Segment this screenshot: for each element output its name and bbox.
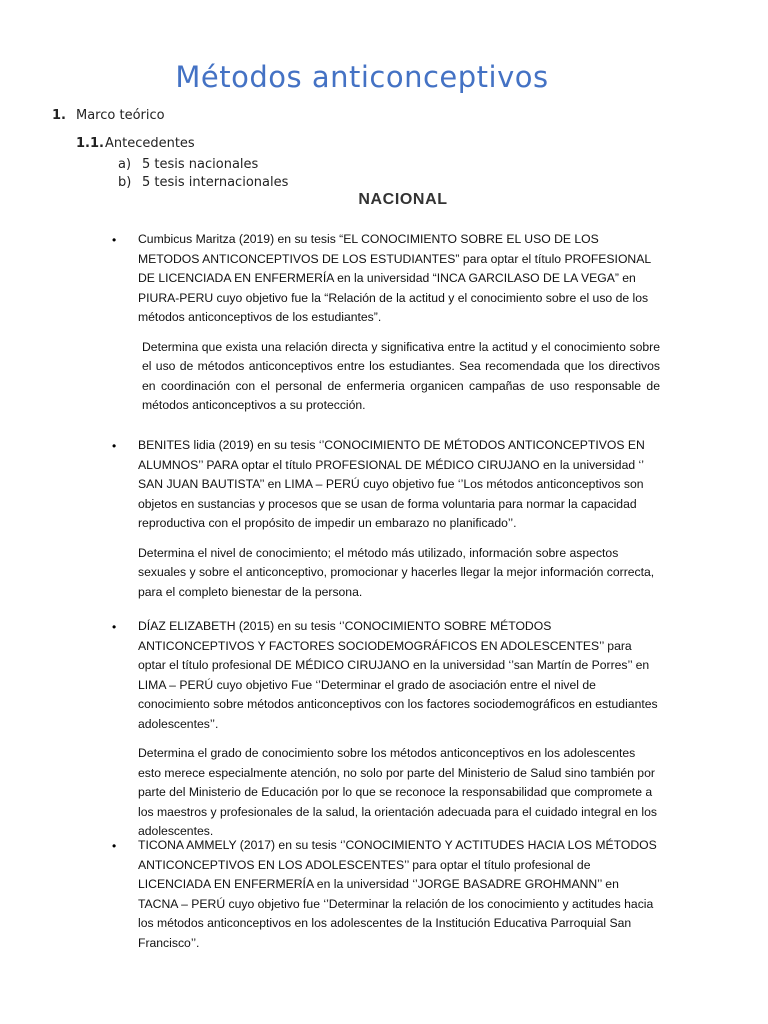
toc-letter: a) [118, 157, 132, 172]
thesis-entry [112, 436, 660, 602]
bullet-icon: • [112, 620, 117, 634]
document-title: Métodos anticonceptivos [175, 60, 549, 94]
thesis-entry [112, 836, 660, 953]
toc-item-tesis-internacionales [118, 175, 288, 190]
thesis-summary: DÍAZ ELIZABETH (2015) en su tesis ‘’CONOCIMIENTO SOBRE MÉTODOS ANTICONCEPTIVOS Y FACTORES SOCIODEMOGRÁFICOS EN ADOLESCENTES’’ para optar el título profesional DE MÉDICO CIRUJANO en la universidad ‘’san Martín de Porres’’ en LIMA – PERÚ cuyo objetivo Fue ‘’Determinar el grado de asociación entre el nivel de conocimiento sobre métodos anticonceptivos con los factores sociodemográficos en estudiantes adolescentes’’. [138, 619, 658, 731]
thesis-conclusion: Determina que exista una relación directa y significativa entre la actitud y el conocimiento sobre el uso de métodos anticonceptivos entre los estudiantes. Sea recomendada que los directivos en coordinación con el personal de enfermeria organicen campañas de uso responsable de métodos anticonceptivos a su protección. [142, 339, 660, 412]
toc-number: 1.1. [76, 136, 104, 151]
toc-number: 1. [52, 108, 66, 123]
toc-item-antecedentes [76, 136, 195, 151]
bullet-icon: • [112, 839, 117, 853]
thesis-entry [112, 617, 660, 842]
thesis-entry [112, 230, 660, 416]
toc-label: 5 tesis nacionales [142, 157, 259, 172]
toc-label: Antecedentes [104, 136, 195, 151]
thesis-summary: Cumbicus Maritza (2019) en su tesis “EL CONOCIMIENTO SOBRE EL USO DE LOS METODOS ANTICONCEPTIVOS DE LOS ESTUDIANTES” para optar el título PROFESIONAL DE LICENCIADA EN ENFERMERÍA en la universidad “INCA GARCILASO DE LA VEGA” en PIURA-PERU cuyo objetivo fue la “Relación de la actitud y el conocimiento sobre el uso de los métodos anticonceptivos de los estudiantes”. [138, 232, 651, 324]
toc-label: Marco teórico [76, 108, 165, 123]
bullet-icon: • [112, 233, 117, 247]
bullet-icon: • [112, 439, 117, 453]
toc-item-marco-teorico [52, 108, 165, 123]
thesis-summary: TICONA AMMELY (2017) en su tesis ‘’CONOCIMIENTO Y ACTITUDES HACIA LOS MÉTODOS ANTICONCEPTIVOS EN LOS ADOLESCENTES’’ para optar el título profesional de LICENCIADA EN ENFERMERÍA en la universidad ‘’JORGE BASADRE GROHMANN’’ en TACNA – PERÚ cuyo objetivo fue ‘’Determinar la relación de los conocimiento y actitudes hacia los métodos anticonceptivos en los adolescentes de la Institución Educativa Parroquial San Francisco’’. [138, 838, 657, 950]
toc-letter: b) [118, 175, 132, 190]
thesis-conclusion: Determina el nivel de conocimiento; el método más utilizado, información sobre aspectos sexuales y sobre el anticonceptivo, promocionar y hacerles llegar la mejor información correcta, para el completo bienestar de la persona. [138, 545, 655, 599]
thesis-summary: BENITES lidia (2019) en su tesis ‘’CONOCIMIENTO DE MÉTODOS ANTICONCEPTIVOS EN ALUMNOS’’ PARA optar el título PROFESIONAL DE MÉDICO CIRUJANO en la universidad ‘’ SAN JUAN BAUTISTA’’ en LIMA – PERÚ cuyo objetivo fue ‘’Los métodos anticonceptivos son objetos en sustancias y procesos que se usan de forma voluntaria para normar la capacidad reproductiva con el propósito de impedir un embarazo no planificado’’. [138, 438, 645, 530]
toc-label: 5 tesis internacionales [142, 175, 289, 190]
thesis-conclusion: Determina el grado de conocimiento sobre los métodos anticonceptivos en los adolescentes esto merece especialmente atención, no solo por parte del Ministerio de Salud sino también por parte del Ministerio de Educación por lo que se reconoce la responsabilidad que compromete a los maestros y profesionales de la salud, la orientación adecuada para el cuidado integral en los adolescentes. [138, 746, 657, 838]
toc-item-tesis-nacionales [118, 157, 258, 172]
section-heading-nacional: NACIONAL [358, 191, 448, 208]
